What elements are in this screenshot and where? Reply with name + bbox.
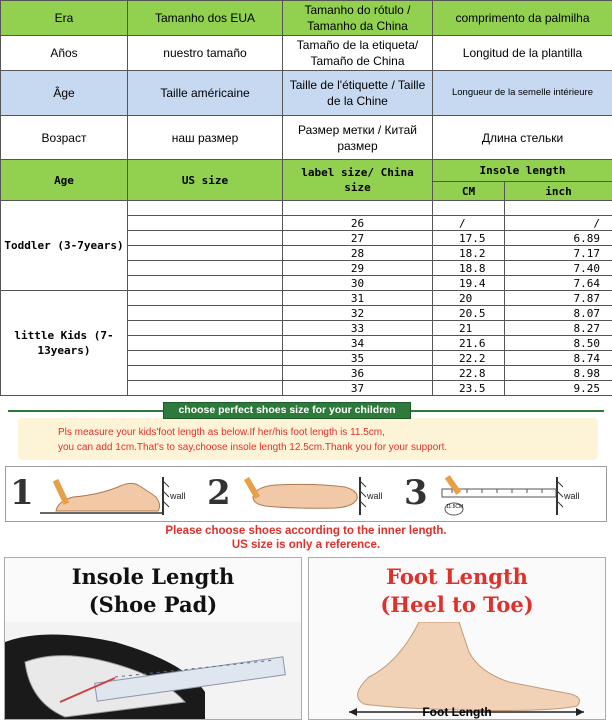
bottom-panels — [0, 555, 612, 720]
shoe-insole-image — [5, 622, 302, 720]
header-row-ru — [1, 116, 612, 161]
step-2 — [205, 473, 398, 515]
china-size-cell: 31 — [283, 291, 433, 306]
size-table — [0, 159, 612, 396]
us-size-cell: Tamanho dos EUA — [128, 1, 283, 36]
inch-cell: 6.89 — [505, 231, 612, 246]
cm-cell — [433, 201, 505, 216]
china-size-cell: 29 — [283, 261, 433, 276]
inch-cell: 8.74 — [505, 351, 612, 366]
header-row-es — [1, 36, 612, 71]
inch-cell: 8.27 — [505, 321, 612, 336]
us-size-cell — [128, 216, 283, 231]
foot-subtitle: (Heel to Toe) — [380, 592, 534, 617]
china-size-cell: 33 — [283, 321, 433, 336]
note-box — [18, 418, 598, 460]
step-number: 1 — [10, 473, 34, 513]
cm-cell: 18.8 — [433, 261, 505, 276]
cm-cell: 21 — [433, 321, 505, 336]
china-size-cell: 30 — [283, 276, 433, 291]
multilingual-header-table — [0, 0, 612, 161]
us-size-cell — [128, 246, 283, 261]
cm-cell: 20 — [433, 291, 505, 306]
inch-header: inch — [505, 182, 612, 201]
inch-cell: 9.25 — [505, 381, 612, 396]
measure-steps — [5, 466, 607, 522]
china-size-cell: 28 — [283, 246, 433, 261]
label-size-header: label size/ China size — [283, 160, 433, 201]
header-row-pt — [1, 1, 612, 36]
step-number: 3 — [404, 473, 428, 513]
china-size-cell — [283, 201, 433, 216]
warning-line-1: Please choose shoes according to the inner length. — [165, 525, 447, 537]
us-size-cell — [128, 321, 283, 336]
age-header: Age — [1, 160, 128, 201]
era-cell: Возраст — [1, 116, 128, 161]
insole-title: Insole Length — [71, 564, 235, 589]
step-number: 2 — [207, 473, 231, 513]
foot-length-label: Foot Length — [422, 705, 492, 719]
us-size-cell — [128, 336, 283, 351]
inch-cell: 7.40 — [505, 261, 612, 276]
age-group-kids: little Kids (7-13years) — [1, 291, 128, 396]
cm-cell: 23.5 — [433, 381, 505, 396]
us-size-cell: nuestro tamaño — [128, 36, 283, 71]
china-size-cell: 34 — [283, 336, 433, 351]
era-cell: Âge — [1, 71, 128, 116]
insole-cell: Длина стельки — [433, 116, 612, 161]
size-table-header — [1, 160, 612, 182]
inch-cell: / — [505, 216, 612, 231]
wall-label: wall — [564, 491, 580, 501]
era-cell: Era — [1, 1, 128, 36]
inch-cell: 8.98 — [505, 366, 612, 381]
us-size-cell — [128, 231, 283, 246]
label-size-cell: Taille de l'étiquette / Taille de la Chine — [283, 71, 433, 116]
size-table-body — [1, 201, 612, 396]
cm-cell: 22.2 — [433, 351, 505, 366]
cm-cell: 18.2 — [433, 246, 505, 261]
step-1 — [8, 473, 201, 515]
foot-length-panel — [308, 557, 606, 720]
us-size-cell — [128, 351, 283, 366]
cm-cell: 21.6 — [433, 336, 505, 351]
china-size-cell: 36 — [283, 366, 433, 381]
us-size-cell — [128, 201, 283, 216]
us-size-cell — [128, 306, 283, 321]
us-size-header: US size — [128, 160, 283, 201]
china-size-cell: 32 — [283, 306, 433, 321]
us-size-cell — [128, 366, 283, 381]
inch-cell: 8.50 — [505, 336, 612, 351]
measure-instructions — [0, 398, 612, 554]
inch-cell: 7.17 — [505, 246, 612, 261]
insole-cell: comprimento da palmilha — [433, 1, 612, 36]
us-size-cell: наш размер — [128, 116, 283, 161]
title-rule-right — [408, 410, 604, 412]
insole-cell: Longueur de la semelle intérieure — [433, 71, 612, 116]
us-size-cell — [128, 276, 283, 291]
note-line-2: you can add 1cm.That's to say,choose insole length 12.5cm.Thank you for your support. — [58, 442, 448, 453]
china-size-cell: 35 — [283, 351, 433, 366]
ruler-note: 11.5CM — [446, 504, 464, 510]
china-size-cell: 37 — [283, 381, 433, 396]
age-group-toddler: Toddler (3-7years) — [1, 201, 128, 291]
foot-title: Foot Length — [386, 564, 528, 589]
label-size-cell: Tamaño de la etiqueta/ Tamaño de China — [283, 36, 433, 71]
warning-line-2: US size is only a reference. — [231, 539, 381, 551]
insole-length-header: Insole length — [433, 160, 612, 182]
label-size-cell: Tamanho do rótulo / Tamanho da China — [283, 1, 433, 36]
inch-cell: 7.64 — [505, 276, 612, 291]
cm-cell: / — [433, 216, 505, 231]
us-size-cell: Taille américaine — [128, 71, 283, 116]
inch-cell: 8.07 — [505, 306, 612, 321]
note-line-1: Pls measure your kids'foot length as below.If her/his foot length is 11.5cm, — [58, 427, 385, 438]
us-size-cell — [128, 261, 283, 276]
insole-cell: Longitud de la plantilla — [433, 36, 612, 71]
step-3 — [402, 473, 595, 515]
us-size-cell — [128, 291, 283, 306]
era-cell: Años — [1, 36, 128, 71]
size-row — [1, 201, 612, 216]
china-size-cell: 26 — [283, 216, 433, 231]
china-size-cell: 27 — [283, 231, 433, 246]
label-size-cell: Размер метки / Китай размер — [283, 116, 433, 161]
insole-length-panel — [4, 557, 302, 720]
inch-cell — [505, 201, 612, 216]
header-row-fr — [1, 71, 612, 116]
wall-label: wall — [367, 491, 383, 501]
us-size-cell — [128, 381, 283, 396]
cm-cell: 19.4 — [433, 276, 505, 291]
measure-title: choose perfect shoes size for your children — [163, 402, 411, 419]
cm-cell: 17.5 — [433, 231, 505, 246]
size-row — [1, 291, 612, 306]
wall-label: wall — [170, 491, 186, 501]
cm-cell: 22.8 — [433, 366, 505, 381]
title-rule-left — [8, 410, 166, 412]
cm-header: CM — [433, 182, 505, 201]
cm-cell: 20.5 — [433, 306, 505, 321]
insole-subtitle: (Shoe Pad) — [88, 592, 218, 617]
inch-cell: 7.87 — [505, 291, 612, 306]
